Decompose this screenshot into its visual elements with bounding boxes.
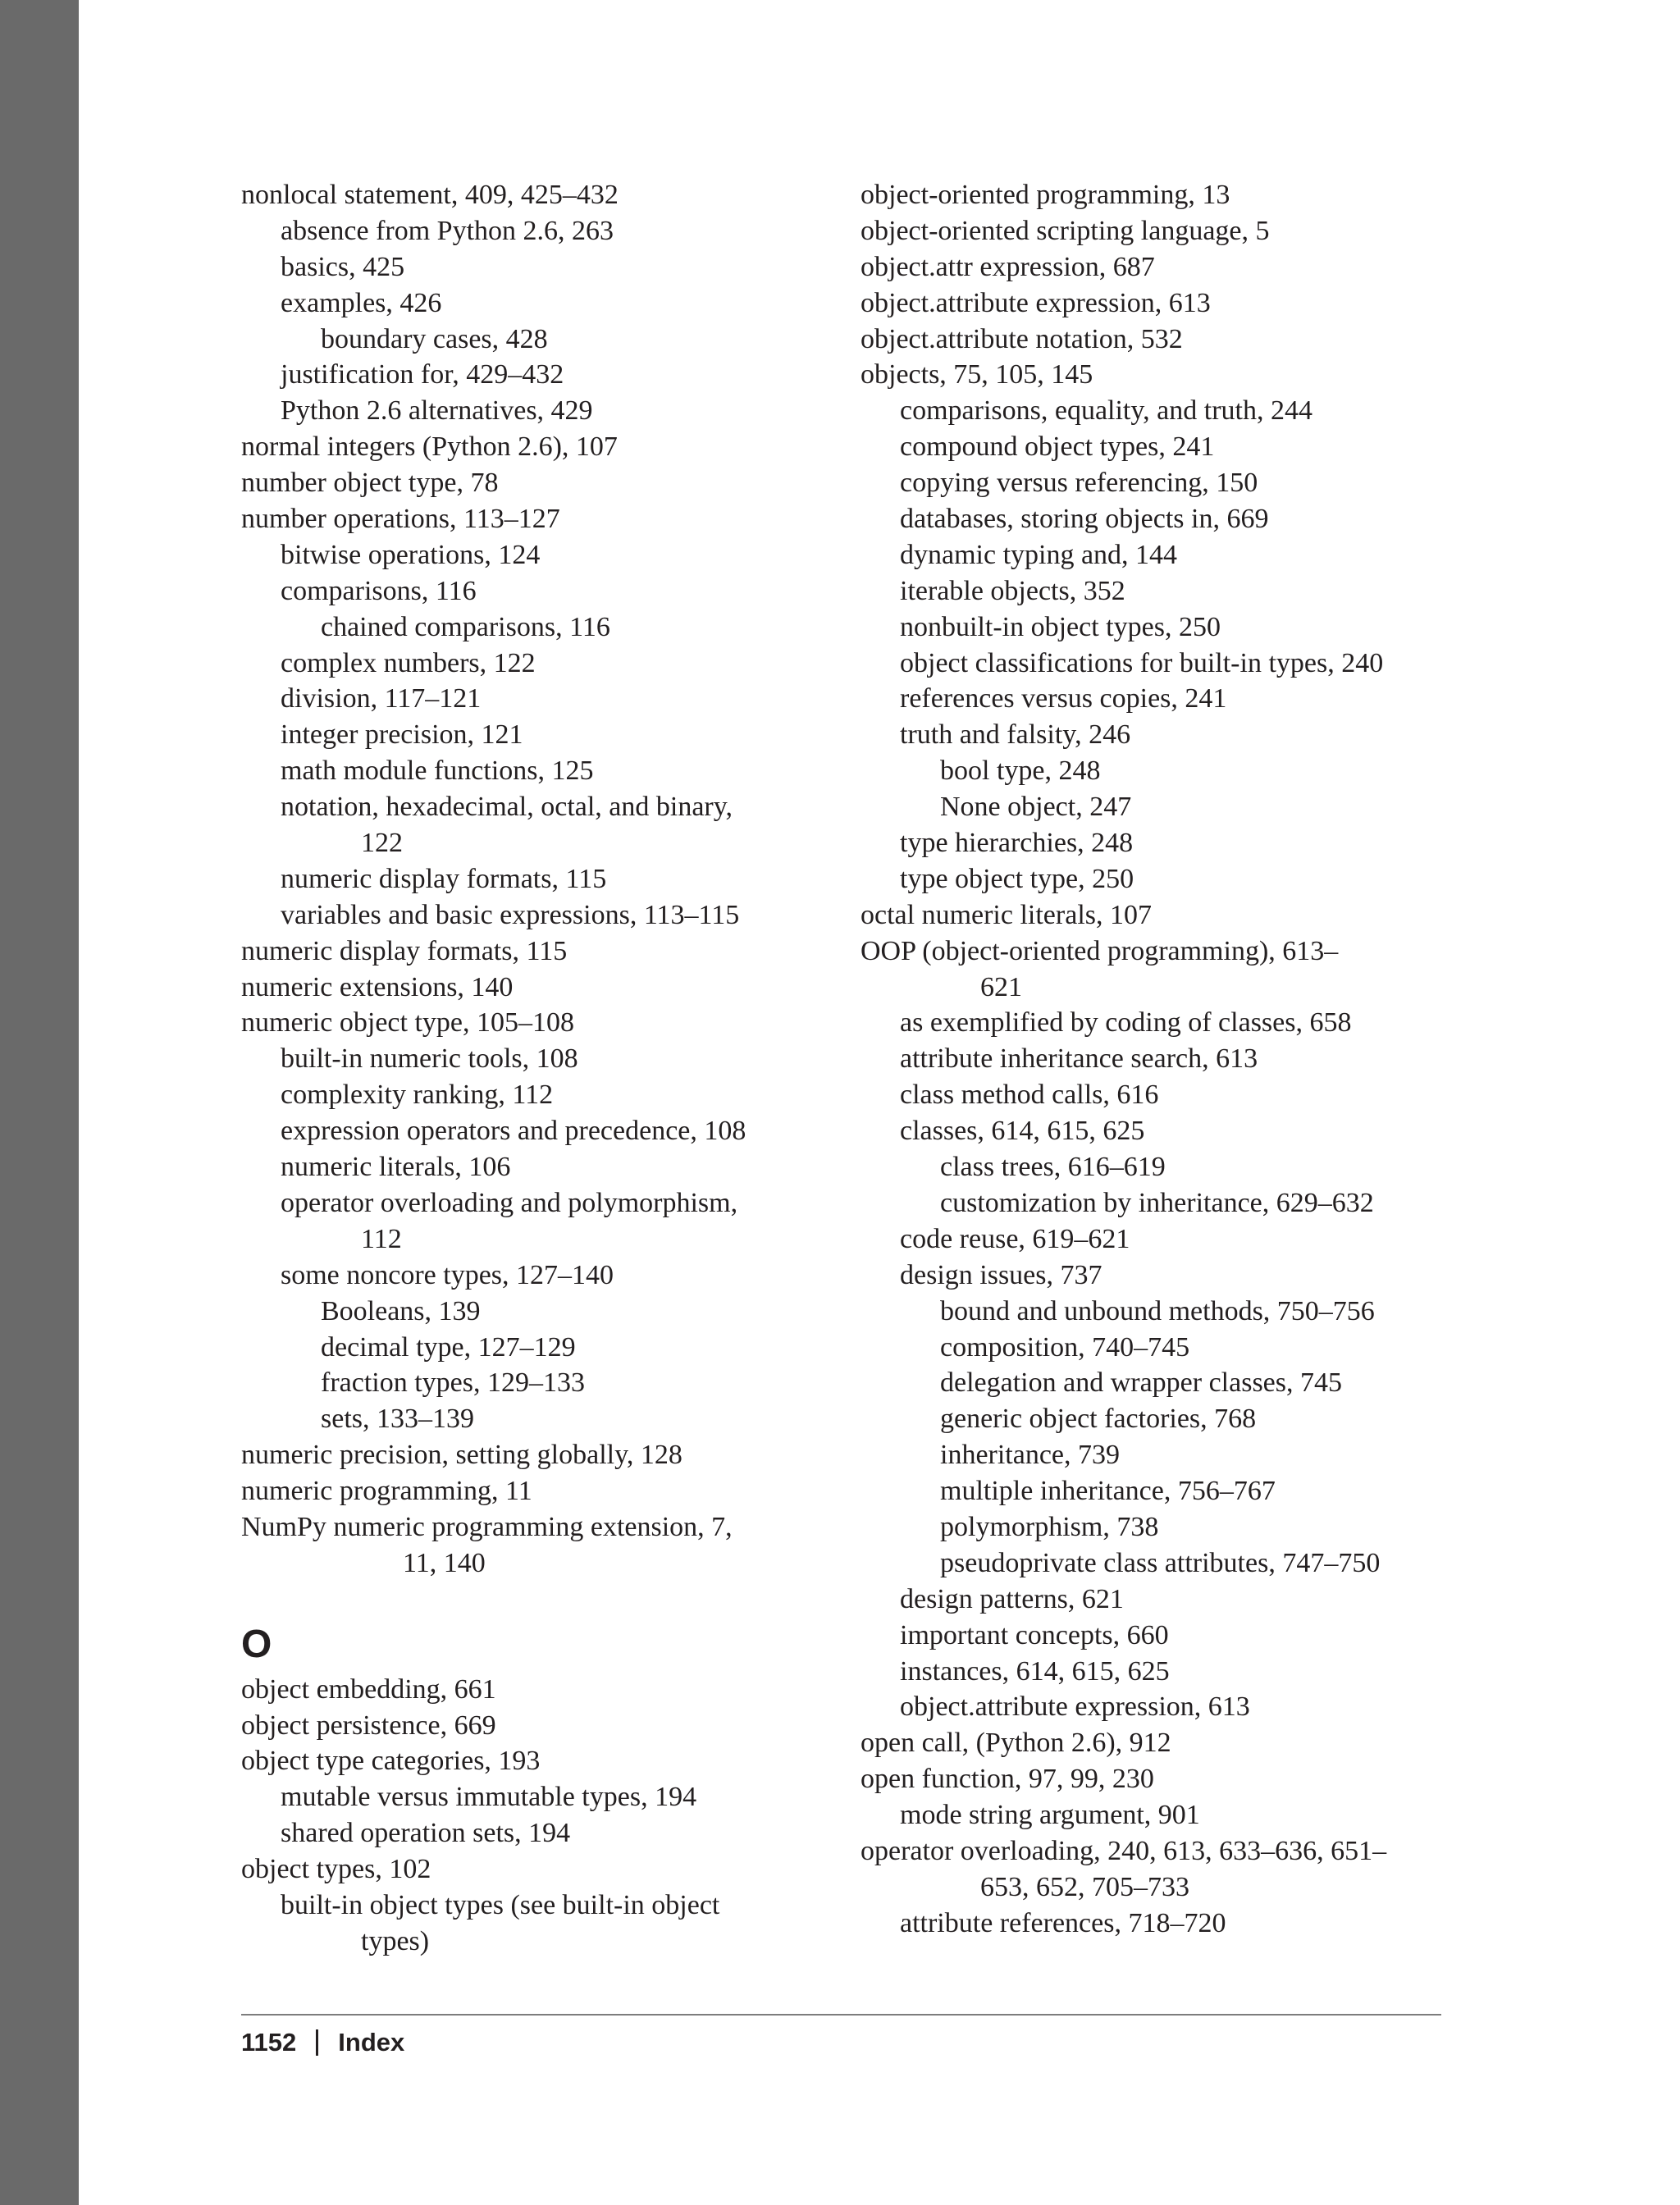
index-subentry: 11, 140 [403,1547,486,1578]
index-entry: numeric programming, 11 [241,1476,532,1507]
index-subentry: comparisons, 116 [281,575,477,606]
index-subentry: 653, 652, 705–733 [980,1871,1189,1902]
index-subentry: composition, 740–745 [940,1331,1190,1363]
index-subentry: basics, 425 [281,251,405,282]
section-letter-heading: O [241,1622,272,1666]
index-subentry: object.attribute expression, 613 [900,1691,1250,1723]
index-subentry: expression operators and precedence, 108 [281,1116,746,1147]
index-subentry: None object, 247 [940,792,1132,823]
index-subentry: generic object factories, 768 [940,1404,1257,1435]
index-subentry: complex numbers, 122 [281,647,536,678]
index-subentry: as exemplified by coding of classes, 658 [900,1007,1352,1039]
index-subentry: delegation and wrapper classes, 745 [940,1367,1342,1399]
index-entry: object-oriented programming, 13 [861,180,1230,210]
index-subentry: multiple inheritance, 756–767 [940,1476,1276,1507]
index-subentry: polymorphism, 738 [940,1511,1159,1542]
index-subentry: operator overloading and polymorphism, [281,1187,738,1218]
index-subentry: shared operation sets, 194 [281,1818,571,1849]
index-subentry: 122 [361,828,403,859]
index-subentry: inheritance, 739 [940,1440,1121,1471]
index-subentry: division, 117–121 [281,683,482,714]
index-subentry: complexity ranking, 112 [281,1080,554,1111]
index-subentry: type hierarchies, 248 [900,828,1134,859]
index-subentry: comparisons, equality, and truth, 244 [900,395,1312,427]
index-subentry: Booleans, 139 [321,1295,481,1326]
index-subentry: design issues, 737 [900,1259,1102,1290]
index-entry: numeric display formats, 115 [241,935,568,966]
index-subentry: 621 [980,971,1022,1002]
index-subentry: types) [361,1925,430,1956]
index-entry: numeric object type, 105–108 [241,1007,575,1039]
index-entry: object type categories, 193 [241,1746,541,1777]
index-subentry: instances, 614, 615, 625 [900,1655,1170,1687]
index-subentry: examples, 426 [281,287,442,318]
index-subentry: copying versus referencing, 150 [900,468,1258,499]
index-subentry: attribute references, 718–720 [900,1907,1226,1938]
index-subentry: classes, 614, 615, 625 [900,1116,1145,1147]
index-subentry: important concepts, 660 [900,1619,1169,1650]
index-subentry: variables and basic expressions, 113–115 [281,899,740,930]
index-subentry: truth and falsity, 246 [900,719,1131,751]
footer-separator [316,2029,318,2056]
index-subentry: chained comparisons, 116 [321,611,610,642]
index-subentry: references versus copies, 241 [900,683,1227,714]
index-block-o [241,1672,815,1960]
index-subentry: type object type, 250 [900,863,1134,894]
index-subentry: class method calls, 616 [900,1080,1159,1111]
index-entry: operator overloading, 240, 613, 633–636, 651– [861,1835,1387,1866]
index-entry: object.attribute notation, 532 [861,323,1183,354]
index-subentry: compound object types, 241 [900,431,1215,463]
index-entry: NumPy numeric programming extension, 7, [241,1511,733,1542]
index-subentry: fraction types, 129–133 [321,1367,585,1399]
index-entry: numeric precision, setting globally, 128 [241,1440,682,1471]
index-subentry: absence from Python 2.6, 263 [281,215,614,246]
index-subentry: design patterns, 621 [900,1583,1124,1614]
index-entry: number operations, 113–127 [241,504,560,535]
index-entry: numeric extensions, 140 [241,971,514,1002]
index-entry: object types, 102 [241,1854,431,1885]
index-subentry: bitwise operations, 124 [281,539,541,570]
index-subentry: 112 [361,1223,402,1254]
index-entry: open function, 97, 99, 230 [861,1764,1154,1795]
index-entry: nonlocal statement, 409, 425–432 [241,180,619,210]
index-subentry: iterable objects, 352 [900,575,1125,606]
index-subentry: sets, 133–139 [321,1404,474,1435]
page-edge-bar [0,0,79,2205]
index-entry: object.attr expression, 687 [861,251,1155,282]
index-subentry: code reuse, 619–621 [900,1223,1130,1254]
index-entry: number object type, 78 [241,468,499,499]
index-column-left [241,177,815,1960]
index-entry: OOP (object-oriented programming), 613– [861,935,1339,966]
index-column-right [861,177,1451,1942]
index-block-n [241,177,815,1582]
index-subentry: bound and unbound methods, 750–756 [940,1295,1375,1326]
index-entry: open call, (Python 2.6), 912 [861,1728,1171,1759]
index-subentry: Python 2.6 alternatives, 429 [281,395,593,427]
index-entry: objects, 75, 105, 145 [861,359,1093,390]
index-subentry: bool type, 248 [940,756,1101,787]
index-subentry: integer precision, 121 [281,719,523,751]
index-subentry: databases, storing objects in, 669 [900,504,1269,535]
index-subentry: numeric literals, 106 [281,1152,511,1183]
footer-rule [241,2014,1441,2016]
index-entry: octal numeric literals, 107 [861,899,1152,930]
index-subentry: notation, hexadecimal, octal, and binary, [281,792,733,823]
index-subentry: mode string argument, 901 [900,1800,1200,1831]
index-subentry: pseudoprivate class attributes, 747–750 [940,1547,1381,1578]
index-subentry: built-in numeric tools, 108 [281,1043,578,1075]
index-entry: object embedding, 661 [241,1673,496,1705]
index-subentry: justification for, 429–432 [281,359,564,390]
section-gap [241,1582,815,1618]
page-number: 1152 [241,2028,297,2057]
footer-section-label: Index [338,2028,405,2057]
index-subentry: some noncore types, 127–140 [281,1259,614,1290]
index-subentry: attribute inheritance search, 613 [900,1043,1258,1075]
index-subentry: dynamic typing and, 144 [900,539,1178,570]
index-entry: object.attribute expression, 613 [861,287,1211,318]
index-subentry: numeric display formats, 115 [281,863,607,894]
index-subentry: nonbuilt-in object types, 250 [900,611,1221,642]
index-subentry: boundary cases, 428 [321,323,548,354]
index-entry: normal integers (Python 2.6), 107 [241,431,618,463]
index-subentry: object classifications for built-in types, 240 [900,647,1384,678]
page-footer [241,2026,404,2059]
index-entry: object persistence, 669 [241,1710,496,1741]
index-subentry: mutable versus immutable types, 194 [281,1782,697,1813]
index-subentry: class trees, 616–619 [940,1152,1166,1183]
index-subentry: customization by inheritance, 629–632 [940,1187,1374,1218]
index-subentry: built-in object types (see built-in object [281,1889,720,1920]
index-subentry: decimal type, 127–129 [321,1331,576,1363]
index-subentry: math module functions, 125 [281,756,594,787]
index-entry: object-oriented scripting language, 5 [861,215,1270,246]
